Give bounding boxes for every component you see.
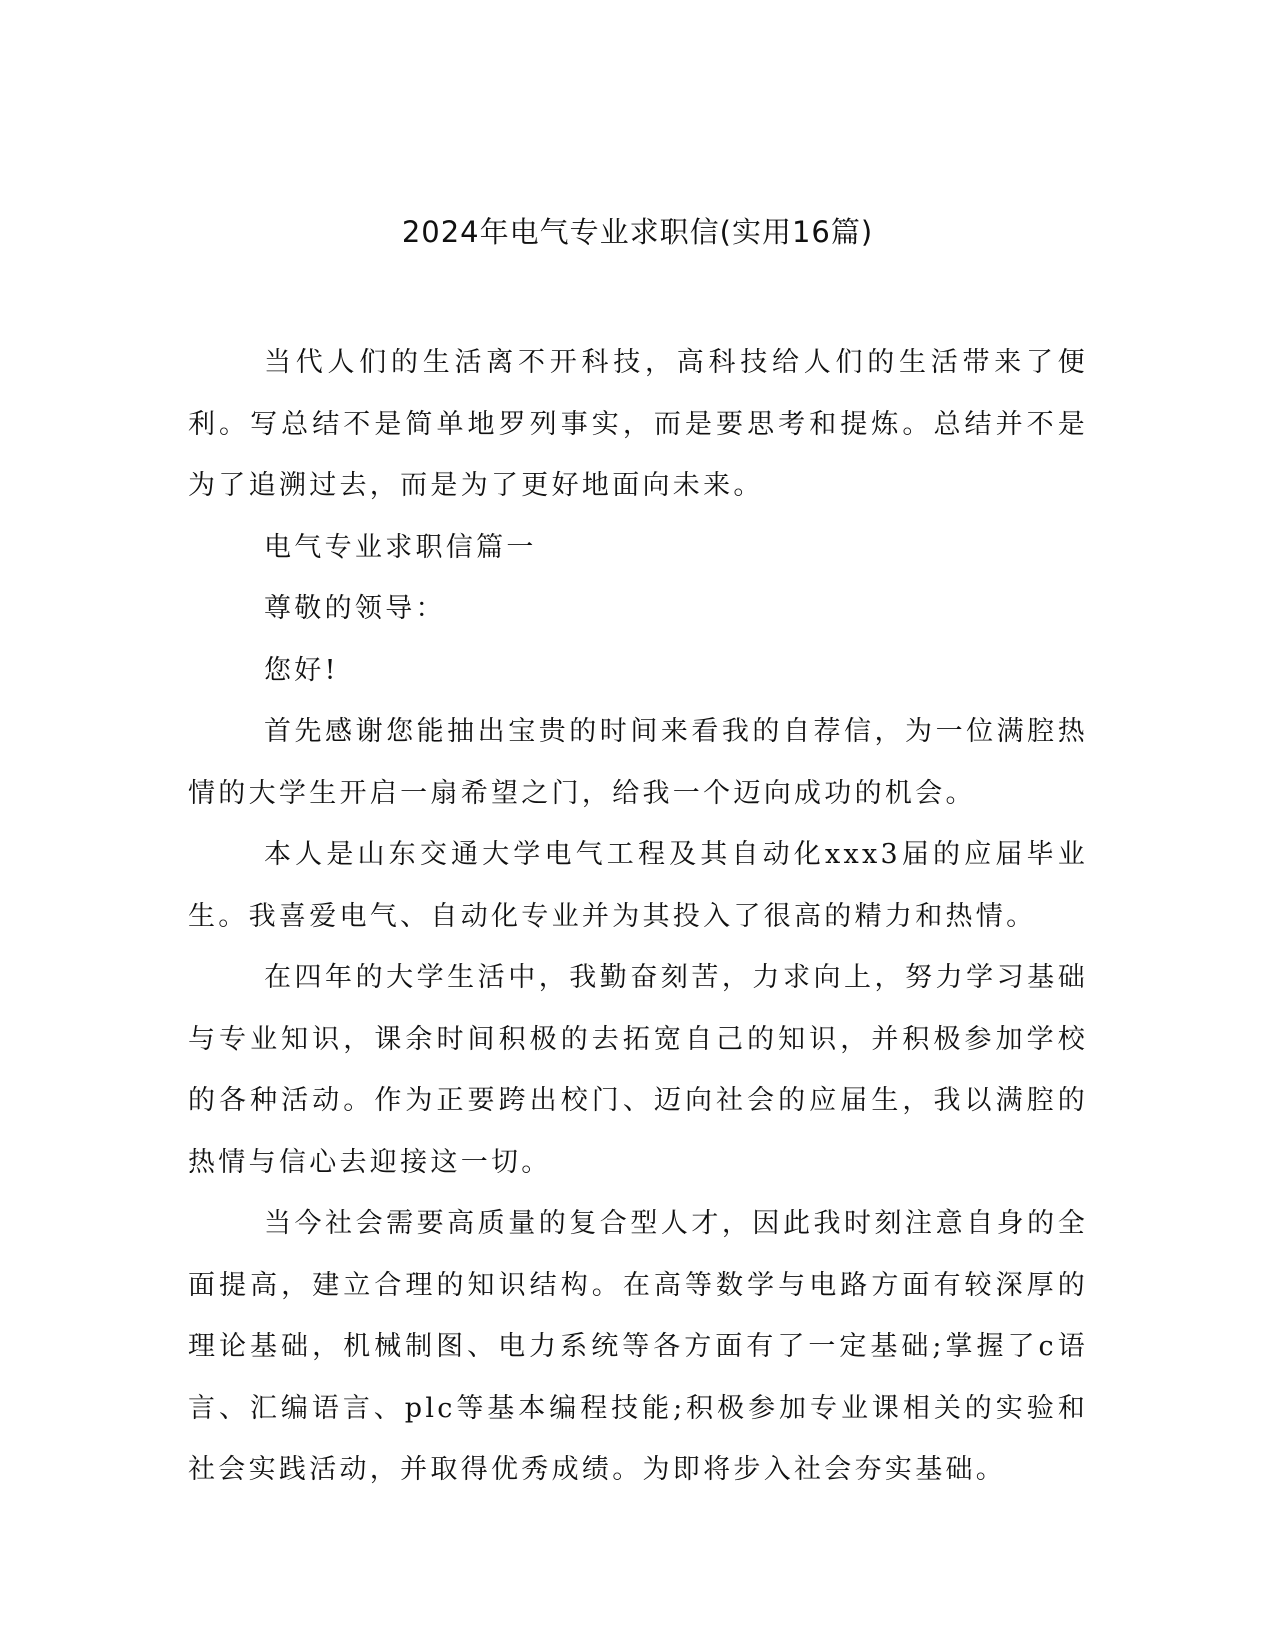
body-paragraph: 本人是山东交通大学电气工程及其自动化xxx3届的应届毕业生。我喜爱电气、自动化专业并为其投入了很高的精力和热情。 (188, 839, 1088, 932)
document-body (188, 332, 1088, 1501)
document-title: 2024年电气专业求职信(实用16篇) (401, 215, 874, 249)
greeting: 您好! (264, 654, 339, 686)
body-paragraph: 当今社会需要高质量的复合型人才，因此我时刻注意自身的全面提高，建立合理的知识结构。在高等数学与电路方面有较深厚的理论基础，机械制图、电力系统等各方面有了一定基础;掌握了c语言、汇编语言、plc等基本编程技能;积极参加专业课相关的实验和社会实践活动，并取得优秀成绩。为即将步入社会夯实基础。 (188, 1208, 1088, 1485)
body-paragraph: 首先感谢您能抽出宝贵的时间来看我的自荐信，为一位满腔热情的大学生开启一扇希望之门，给我一个迈向成功的机会。 (188, 716, 1088, 809)
intro-paragraph: 当代人们的生活离不开科技，高科技给人们的生活带来了便利。写总结不是简单地罗列事实，而是要思考和提炼。总结并不是为了追溯过去，而是为了更好地面向未来。 (188, 347, 1088, 501)
body-paragraph: 在四年的大学生活中，我勤奋刻苦，力求向上，努力学习基础与专业知识，课余时间积极的去拓宽自己的知识，并积极参加学校的各种活动。作为正要跨出校门、迈向社会的应届生，我以满腔的热情与信心去迎接这一切。 (188, 962, 1088, 1178)
salutation: 尊敬的领导： (264, 593, 446, 624)
section-heading: 电气专业求职信篇一 (264, 531, 537, 563)
